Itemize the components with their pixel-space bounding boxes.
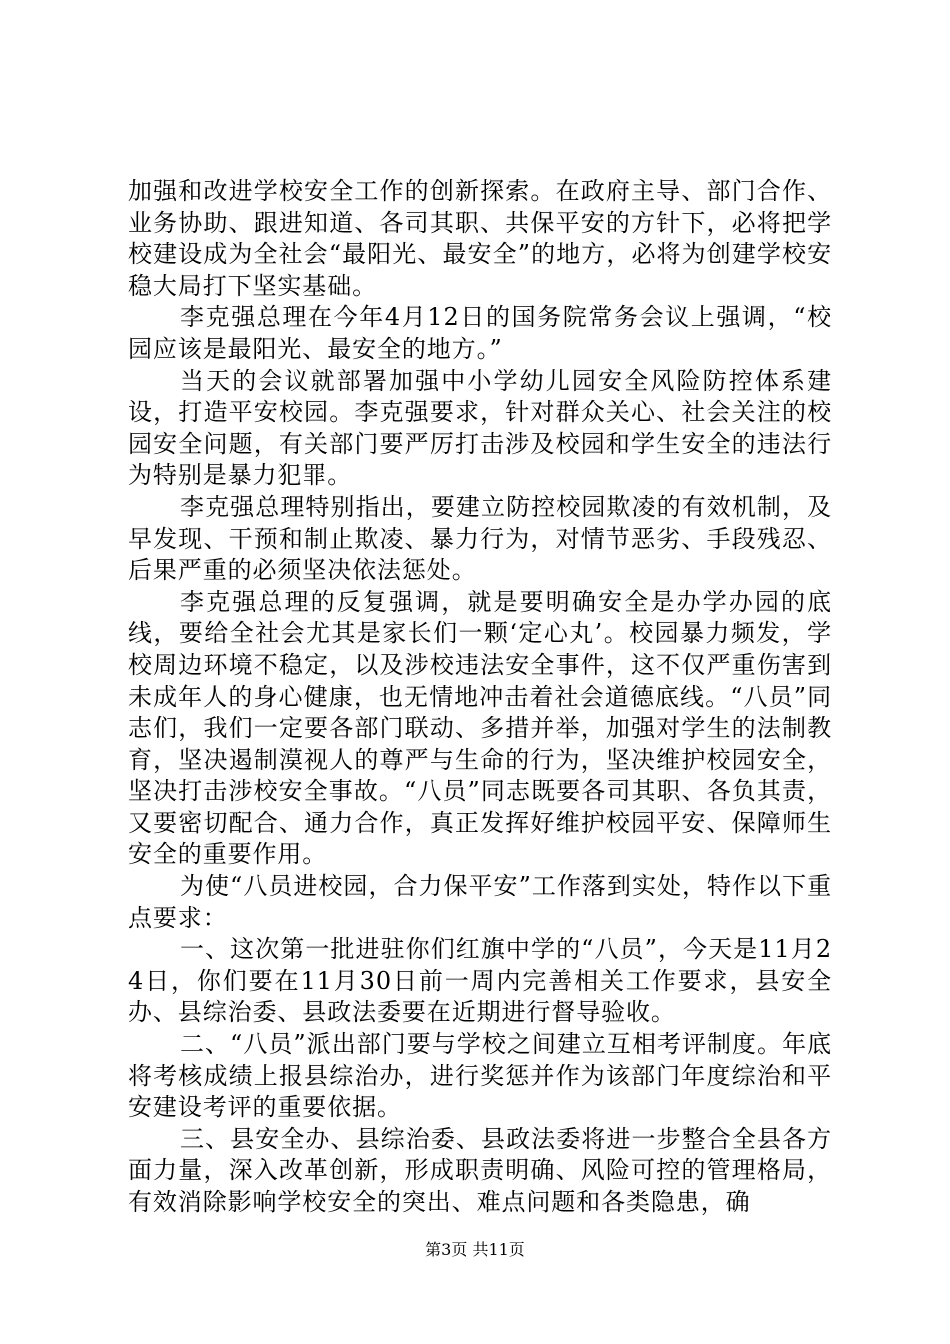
paragraph-5: 李克强总理的反复强调，就是要明确安全是办学办园的底线，要给全社会尤其是家长们一颗‘定心丸’。校园暴力频发，学校周边环境不稳定，以及涉校违法安全事件，这不仅严重伤害到未成年人的身心健康，也无情地冲击着社会道德底线。“八员”同志们，我们一定要各部门联动、多措并举，加强对学生的法制教育，坚决遏制漠视人的尊严与生命的行为，坚决维护校园安全，坚决打击涉校安全事故。“八员”同志既要各司其职、各负其责，又要密切配合、通力合作，真正发挥好维护校园平安、保障师生安全的重要作用。: [128, 587, 832, 869]
paragraph-3: 当天的会议就部署加强中小学幼儿园安全风险防控体系建设，打造平安校园。李克强要求，针对群众关心、社会关注的校园安全问题，有关部门要严厉打击涉及校园和学生安全的违法行为特别是暴力犯罪。: [128, 366, 832, 490]
document-body: [128, 176, 832, 1219]
paragraph-2: 李克强总理在今年4月12日的国务院常务会议上强调，“校园应该是最阳光、最安全的地方。”: [128, 303, 832, 363]
paragraph-4: 李克强总理特别指出，要建立防控校园欺凌的有效机制，及早发现、干预和制止欺凌、暴力行为，对情节恶劣、手段残忍、后果严重的必须坚决依法惩处。: [128, 492, 832, 585]
paragraph-6: 为使“八员进校园，合力保平安”工作落到实处，特作以下重点要求：: [128, 872, 832, 932]
paragraph-1: 加强和改进学校安全工作的创新探索。在政府主导、部门合作、业务协助、跟进知道、各司其职、共保平安的方针下，必将把学校建设成为全社会“最阳光、最安全”的地方，必将为创建学校安稳大局打下坚实基础。: [128, 177, 832, 300]
page-number-footer: 第3页 共11页: [425, 1240, 525, 1259]
paragraph-7: 一、这次第一批进驻你们红旗中学的“八员”，今天是11月24日，你们要在11月30日前一周内完善相关工作要求，县安全办、县综治委、县政法委要在近期进行督导验收。: [128, 935, 832, 1027]
paragraph-8: 二、“八员”派出部门要与学校之间建立互相考评制度。年底将考核成绩上报县综治办，进行奖惩并作为该部门年度综治和平安建设考评的重要依据。: [128, 1030, 832, 1122]
paragraph-9: 三、县安全办、县综治委、县政法委将进一步整合全县各方面力量，深入改革创新，形成职责明确、风险可控的管理格局，有效消除影响学校安全的突出、难点问题和各类隐患，确: [128, 1124, 832, 1216]
